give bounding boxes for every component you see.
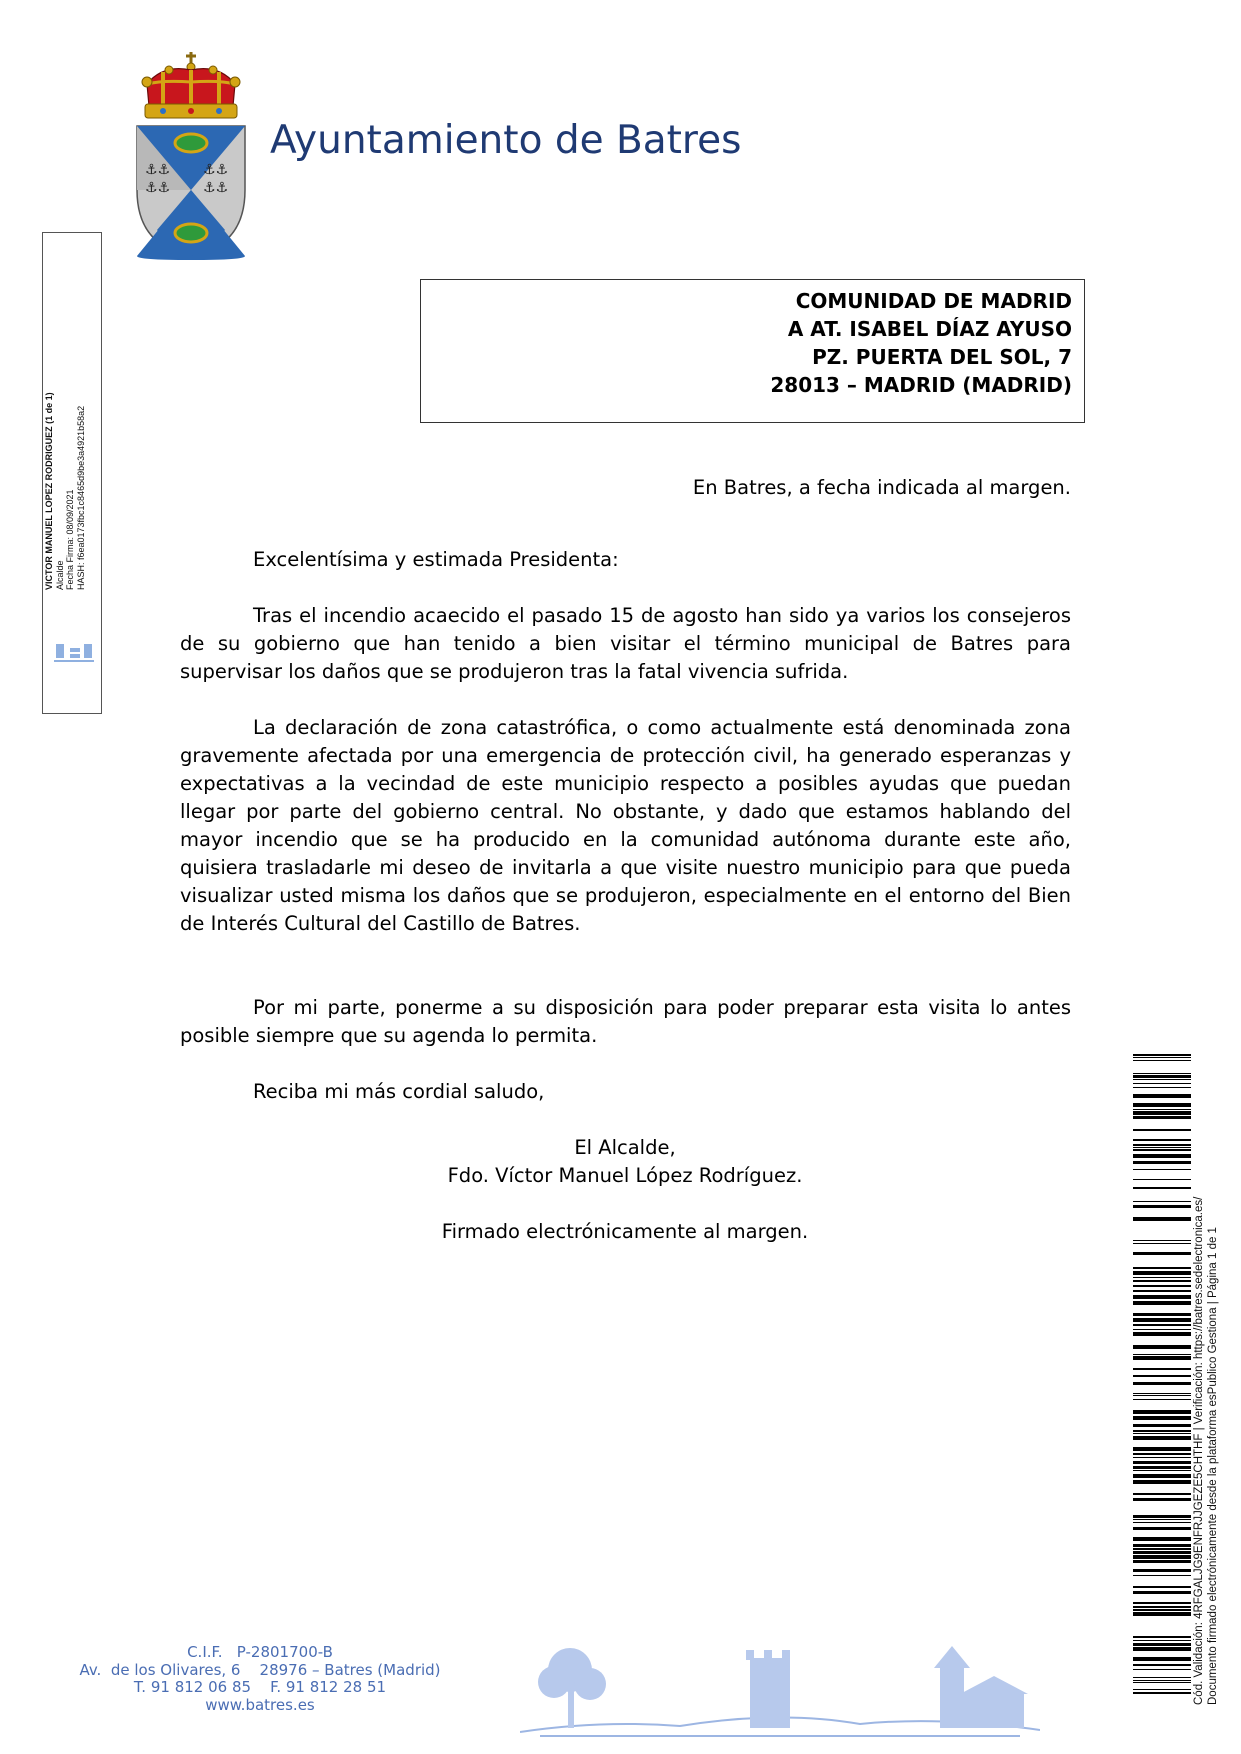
closing-line: Reciba mi más cordial saludo,	[253, 1080, 545, 1103]
landscape-illustration-icon	[520, 1640, 1040, 1740]
recipient-line-4: 28013 – MADRID (MADRID)	[770, 373, 1072, 397]
verification-platform-line: Documento firmado electrónicamente desde la plataforma esPublico Gestiona | Página 1 de 1	[1206, 1227, 1219, 1705]
recipient-line-2: A AT. ISABEL DÍAZ AYUSO	[787, 317, 1072, 341]
signature-date: Fecha Firma: 08/09/2021	[65, 489, 75, 590]
paragraph-1: Tras el incendio acaecido el pasado 15 de agosto han sido ya varios los consejeros de su gobierno que han tenido a bien visitar el término municipal de Batres para supervisar los daños que se produjeron tras la fatal vivencia sufrida.	[180, 604, 1071, 683]
footer-phones: T. 91 812 06 85 F. 91 812 28 51	[133, 1678, 387, 1696]
recipient-line-3: PZ. PUERTA DEL SOL, 7	[812, 345, 1072, 369]
paragraph-2: La declaración de zona catastrófica, o como actualmente está denominada zona gravemente afectada por una emergencia de protección civil, ha generado esperanzas y expectativas a la vecindad de este municipio respecto a posibles ayudas que puedan llegar por parte del gobierno central. No obstante, y dado que estamos hablando del mayor incendio que se ha producido en la comunidad autónoma durante este año, quisiera trasladarle mi deseo de invitarla a que visite nuestro municipio para que pueda visualizar usted misma los daños que se produjeron, especialmente en el entorno del Bien de Interés Cultural del Castillo de Batres.	[180, 716, 1071, 935]
signer-line: VICTOR MANUEL LOPEZ RODRIGUEZ (1 de 1)	[44, 392, 54, 590]
signature-strip-text	[44, 392, 86, 590]
barcode-icon	[1133, 1054, 1191, 1698]
date-line: En Batres, a fecha indicada al margen.	[692, 476, 1071, 499]
verification-text	[1193, 1197, 1220, 1705]
verification-code-line: Cód. Validación: 4RFGALJG9ENFRJJGEZE5CHTHF | Verificación: https://batres.sedelectronica.es/	[1193, 1196, 1205, 1705]
signer-name: Fdo. Víctor Manuel López Rodríguez.	[447, 1164, 803, 1187]
svg-text:⚓⚓: ⚓⚓	[203, 162, 229, 178]
paragraph-3: Por mi parte, ponerme a su disposición para poder preparar esta visita lo antes posible siempre que su agenda lo permita.	[180, 996, 1071, 1047]
recipient-line-1: COMUNIDAD DE MADRID	[795, 289, 1072, 313]
svg-text:⚓⚓: ⚓⚓	[203, 180, 229, 196]
footer-web-link[interactable]: www.batres.es	[205, 1695, 315, 1714]
footer-contact	[60, 1644, 460, 1714]
signature-hash: HASH: f6ea0173fbc1c8465d9be3a4921b58a2	[75, 405, 86, 590]
footer-cif: C.I.F. P-2801700-B	[187, 1643, 333, 1661]
signer-role: Alcalde	[54, 560, 65, 590]
crown-icon	[142, 52, 240, 118]
signature-block	[400, 1134, 850, 1246]
svg-text:⚓⚓: ⚓⚓	[145, 162, 171, 178]
mini-coat-icon	[50, 638, 98, 668]
svg-text:⚓⚓: ⚓⚓	[145, 180, 171, 196]
organization-name: Ayuntamiento de Batres	[270, 118, 742, 163]
coat-of-arms-icon	[133, 50, 249, 260]
footer-address: Av. de los Olivares, 6 28976 – Batres (Madrid)	[79, 1660, 441, 1679]
salutation: Excelentísima y estimada Presidenta:	[253, 548, 619, 571]
signed-electronically-note: Firmado electrónicamente al margen.	[441, 1220, 809, 1243]
recipient-address-box	[420, 279, 1085, 423]
signer-title: El Alcalde,	[574, 1136, 676, 1159]
